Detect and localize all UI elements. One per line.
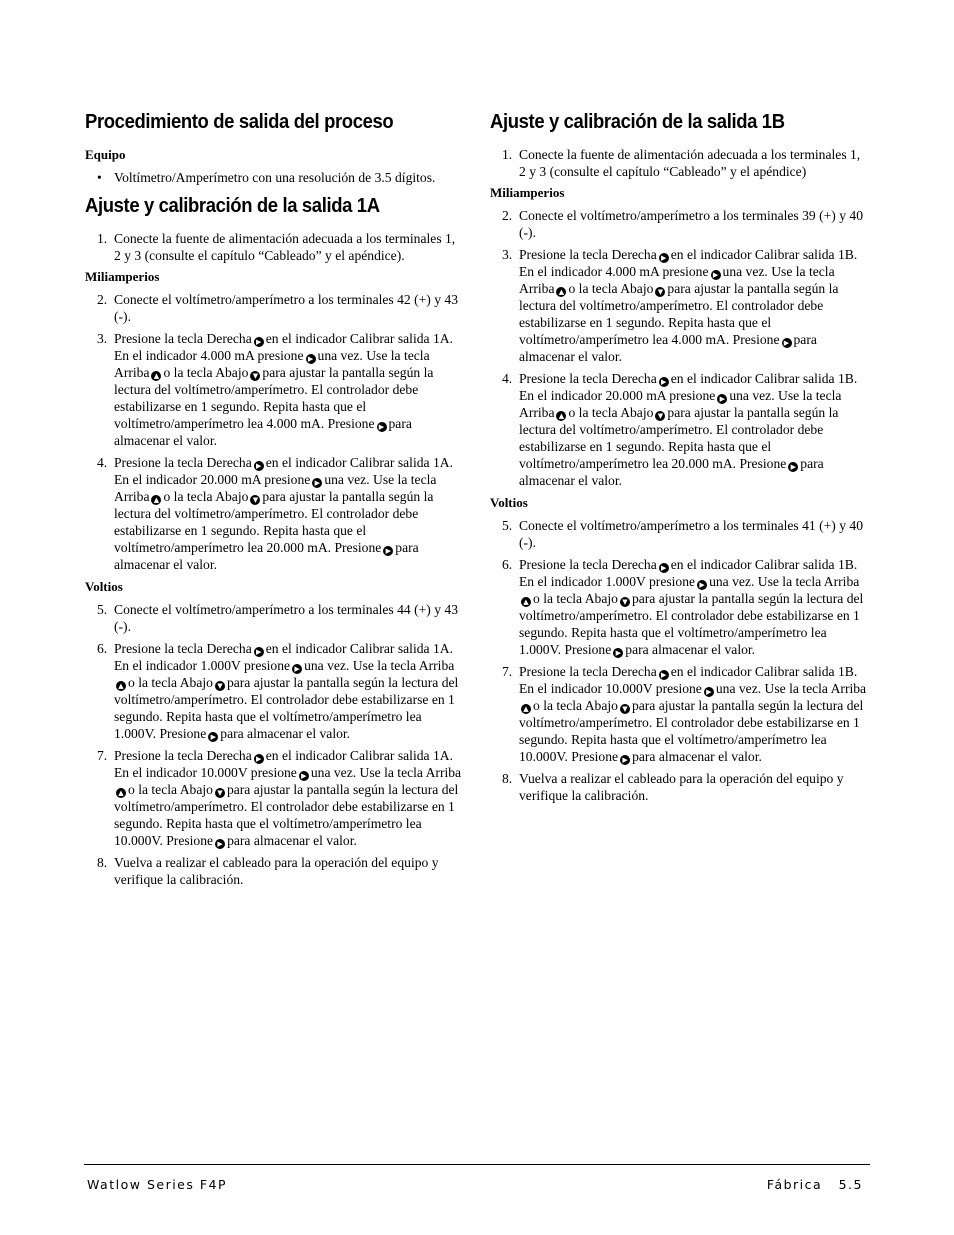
- right-arrow-key-icon: ▶: [254, 461, 264, 471]
- right-arrow-key-icon: ▶: [292, 664, 302, 674]
- equipo-label: Equipo: [85, 147, 126, 162]
- right-arrow-key-icon: ▶: [383, 546, 393, 556]
- step-1a-1: 1. Conecte la fuente de alimentación adecuada a los terminales 1, 2 y 3 (consulte el capítulo “Cableado” y el apéndice).: [97, 231, 456, 263]
- step-1b-5: 5. Conecte el voltímetro/amperímetro a los terminales 41 (+) y 40 (-).: [502, 518, 864, 550]
- right-arrow-key-icon: ▶: [704, 687, 714, 697]
- step-1a-4: 4. Presione la tecla Derecha ▶ en el indicador Calibrar salida 1A. En el indicador 20.000 mA presione ▶ una vez. Use la tecla Arriba ▲ o la tecla Abajo ▼ para ajustar la pantalla según la lectura del voltímetro/amperímetro. El controlador debe estabilizarse en 1 segundo. Repita hasta que el voltímetro/amperímetro lea 20.000 mA. Presione ▶ para almacenar el valor.: [97, 455, 453, 572]
- up-arrow-key-icon: ▲: [116, 681, 126, 691]
- miliamperios-label: Miliamperios: [490, 185, 565, 200]
- right-arrow-key-icon: ▶: [306, 354, 316, 364]
- down-arrow-key-icon: ▼: [215, 788, 225, 798]
- right-arrow-key-icon: ▶: [788, 462, 798, 472]
- up-arrow-key-icon: ▲: [556, 411, 566, 421]
- right-arrow-key-icon: ▶: [711, 270, 721, 280]
- up-arrow-key-icon: ▲: [151, 495, 161, 505]
- step-1a-2: 2. Conecte el voltímetro/amperímetro a los terminales 42 (+) y 43 (-).: [97, 292, 459, 324]
- step-1a-3: 3. Presione la tecla Derecha ▶ en el indicador Calibrar salida 1A. En el indicador 4.000 mA presione ▶ una vez. Use la tecla Arriba ▲ o la tecla Abajo ▼ para ajustar la pantalla según la lectura del voltímetro/amperímetro. El controlador debe estabilizarse en 1 segundo. Repita hasta que el voltímetro/amperímetro lea 4.000 mA. Presione ▶ para almacenar el valor.: [97, 331, 453, 448]
- up-arrow-key-icon: ▲: [521, 704, 531, 714]
- right-arrow-key-icon: ▶: [659, 253, 669, 263]
- down-arrow-key-icon: ▼: [620, 704, 630, 714]
- right-arrow-key-icon: ▶: [215, 839, 225, 849]
- right-arrow-key-icon: ▶: [208, 732, 218, 742]
- right-arrow-key-icon: ▶: [659, 377, 669, 387]
- right-arrow-key-icon: ▶: [299, 771, 309, 781]
- step-1b-1: 1. Conecte la fuente de alimentación adecuada a los terminales 1, 2 y 3 (consulte el capítulo “Cableado” y el apéndice): [502, 147, 861, 179]
- step-1a-5: 5. Conecte el voltímetro/amperímetro a los terminales 44 (+) y 43 (-).: [97, 602, 459, 634]
- step-1b-8: 8. Vuelva a realizar el cableado para la operación del equipo y verifique la calibración.: [502, 771, 844, 803]
- footer-divider: [84, 1164, 870, 1165]
- down-arrow-key-icon: ▼: [655, 411, 665, 421]
- footer-product-name: Watlow Series F4P: [87, 1177, 228, 1192]
- down-arrow-key-icon: ▼: [655, 287, 665, 297]
- down-arrow-key-icon: ▼: [620, 597, 630, 607]
- right-arrow-key-icon: ▶: [254, 337, 264, 347]
- equipo-list-item: • Voltímetro/Amperímetro con una resolución de 3.5 dígitos.: [97, 170, 436, 185]
- up-arrow-key-icon: ▲: [556, 287, 566, 297]
- step-1b-3: 3. Presione la tecla Derecha ▶ en el indicador Calibrar salida 1B. En el indicador 4.000 mA presione ▶ una vez. Use la tecla Arriba ▲ o la tecla Abajo ▼ para ajustar la pantalla según la lectura del voltímetro/amperímetro. El controlador debe estabilizarse en 1 segundo. Repita hasta que el voltímetro/amperímetro lea 4.000 mA. Presione ▶ para almacenar el valor.: [502, 247, 858, 364]
- step-1b-6: 6. Presione la tecla Derecha ▶ en el indicador Calibrar salida 1B. En el indicador 1.000V presione ▶ una vez. Use la tecla Arriba▲ o la tecla Abajo ▼ para ajustar la pantalla según la lectura del voltímetro/amperímetro. El controlador debe estabilizarse en 1 segundo. Repita hasta que el voltímetro/amperímetro lea 1.000V. Presione ▶ para almacenar el valor.: [502, 557, 864, 657]
- step-1a-6: 6. Presione la tecla Derecha ▶ en el indicador Calibrar salida 1A. En el indicador 1.000V presione ▶ una vez. Use la tecla Arriba▲ o la tecla Abajo ▼ para ajustar la pantalla según la lectura del voltímetro/amperímetro. El controlador debe estabilizarse en 1 segundo. Repita hasta que el voltímetro/amperímetro lea 1.000V. Presione ▶ para almacenar el valor.: [97, 641, 459, 741]
- step-1a-7: 7. Presione la tecla Derecha ▶ en el indicador Calibrar salida 1A. En el indicador 10.000V presione ▶ una vez. Use la tecla Arriba▲ o la tecla Abajo ▼ para ajustar la pantalla según la lectura del voltímetro/amperímetro. El controlador debe estabilizarse en 1 segundo. Repita hasta que el voltímetro/amperímetro lea 10.000V. Presione ▶ para almacenar el valor.: [97, 748, 462, 848]
- up-arrow-key-icon: ▲: [521, 597, 531, 607]
- step-1b-4: 4. Presione la tecla Derecha ▶ en el indicador Calibrar salida 1B. En el indicador 20.000 mA presione ▶ una vez. Use la tecla Arriba ▲ o la tecla Abajo ▼ para ajustar la pantalla según la lectura del voltímetro/amperímetro. El controlador debe estabilizarse en 1 segundo. Repita hasta que el voltímetro/amperímetro lea 20.000 mA. Presione ▶ para almacenar el valor.: [502, 371, 858, 488]
- footer-page-number: Fábrica 5.5: [766, 1177, 863, 1192]
- up-arrow-key-icon: ▲: [151, 371, 161, 381]
- right-arrow-key-icon: ▶: [254, 754, 264, 764]
- right-arrow-key-icon: ▶: [613, 648, 623, 658]
- right-arrow-key-icon: ▶: [717, 394, 727, 404]
- step-1b-7: 7. Presione la tecla Derecha ▶ en el indicador Calibrar salida 1B. En el indicador 10.000V presione ▶ una vez. Use la tecla Arriba▲ o la tecla Abajo ▼ para ajustar la pantalla según la lectura del voltímetro/amperímetro. El controlador debe estabilizarse en 1 segundo. Repita hasta que el voltímetro/amperímetro lea 10.000V. Presione ▶ para almacenar el valor.: [502, 664, 867, 764]
- right-arrow-key-icon: ▶: [782, 338, 792, 348]
- right-column: [490, 108, 870, 809]
- voltios-label: Voltios: [85, 579, 123, 594]
- up-arrow-key-icon: ▲: [116, 788, 126, 798]
- voltios-label: Voltios: [490, 495, 528, 510]
- right-arrow-key-icon: ▶: [620, 755, 630, 765]
- down-arrow-key-icon: ▼: [215, 681, 225, 691]
- step-1a-8: 8. Vuelva a realizar el cableado para la operación del equipo y verifique la calibración.: [97, 855, 439, 887]
- right-arrow-key-icon: ▶: [659, 563, 669, 573]
- right-arrow-key-icon: ▶: [312, 478, 322, 488]
- down-arrow-key-icon: ▼: [250, 371, 260, 381]
- right-arrow-key-icon: ▶: [659, 670, 669, 680]
- down-arrow-key-icon: ▼: [250, 495, 260, 505]
- right-arrow-key-icon: ▶: [377, 422, 387, 432]
- section-title-1a: Ajuste y calibración de la salida 1A: [85, 194, 380, 217]
- section-title-1b: Ajuste y calibración de la salida 1B: [490, 110, 785, 133]
- step-1b-2: 2. Conecte el voltímetro/amperímetro a los terminales 39 (+) y 40 (-).: [502, 208, 864, 240]
- section-title-proceso: Procedimiento de salida del proceso: [85, 110, 394, 133]
- bullet-icon: •: [97, 170, 102, 185]
- miliamperios-label: Miliamperios: [85, 269, 160, 284]
- right-arrow-key-icon: ▶: [254, 647, 264, 657]
- right-arrow-key-icon: ▶: [697, 580, 707, 590]
- left-column: [85, 108, 465, 893]
